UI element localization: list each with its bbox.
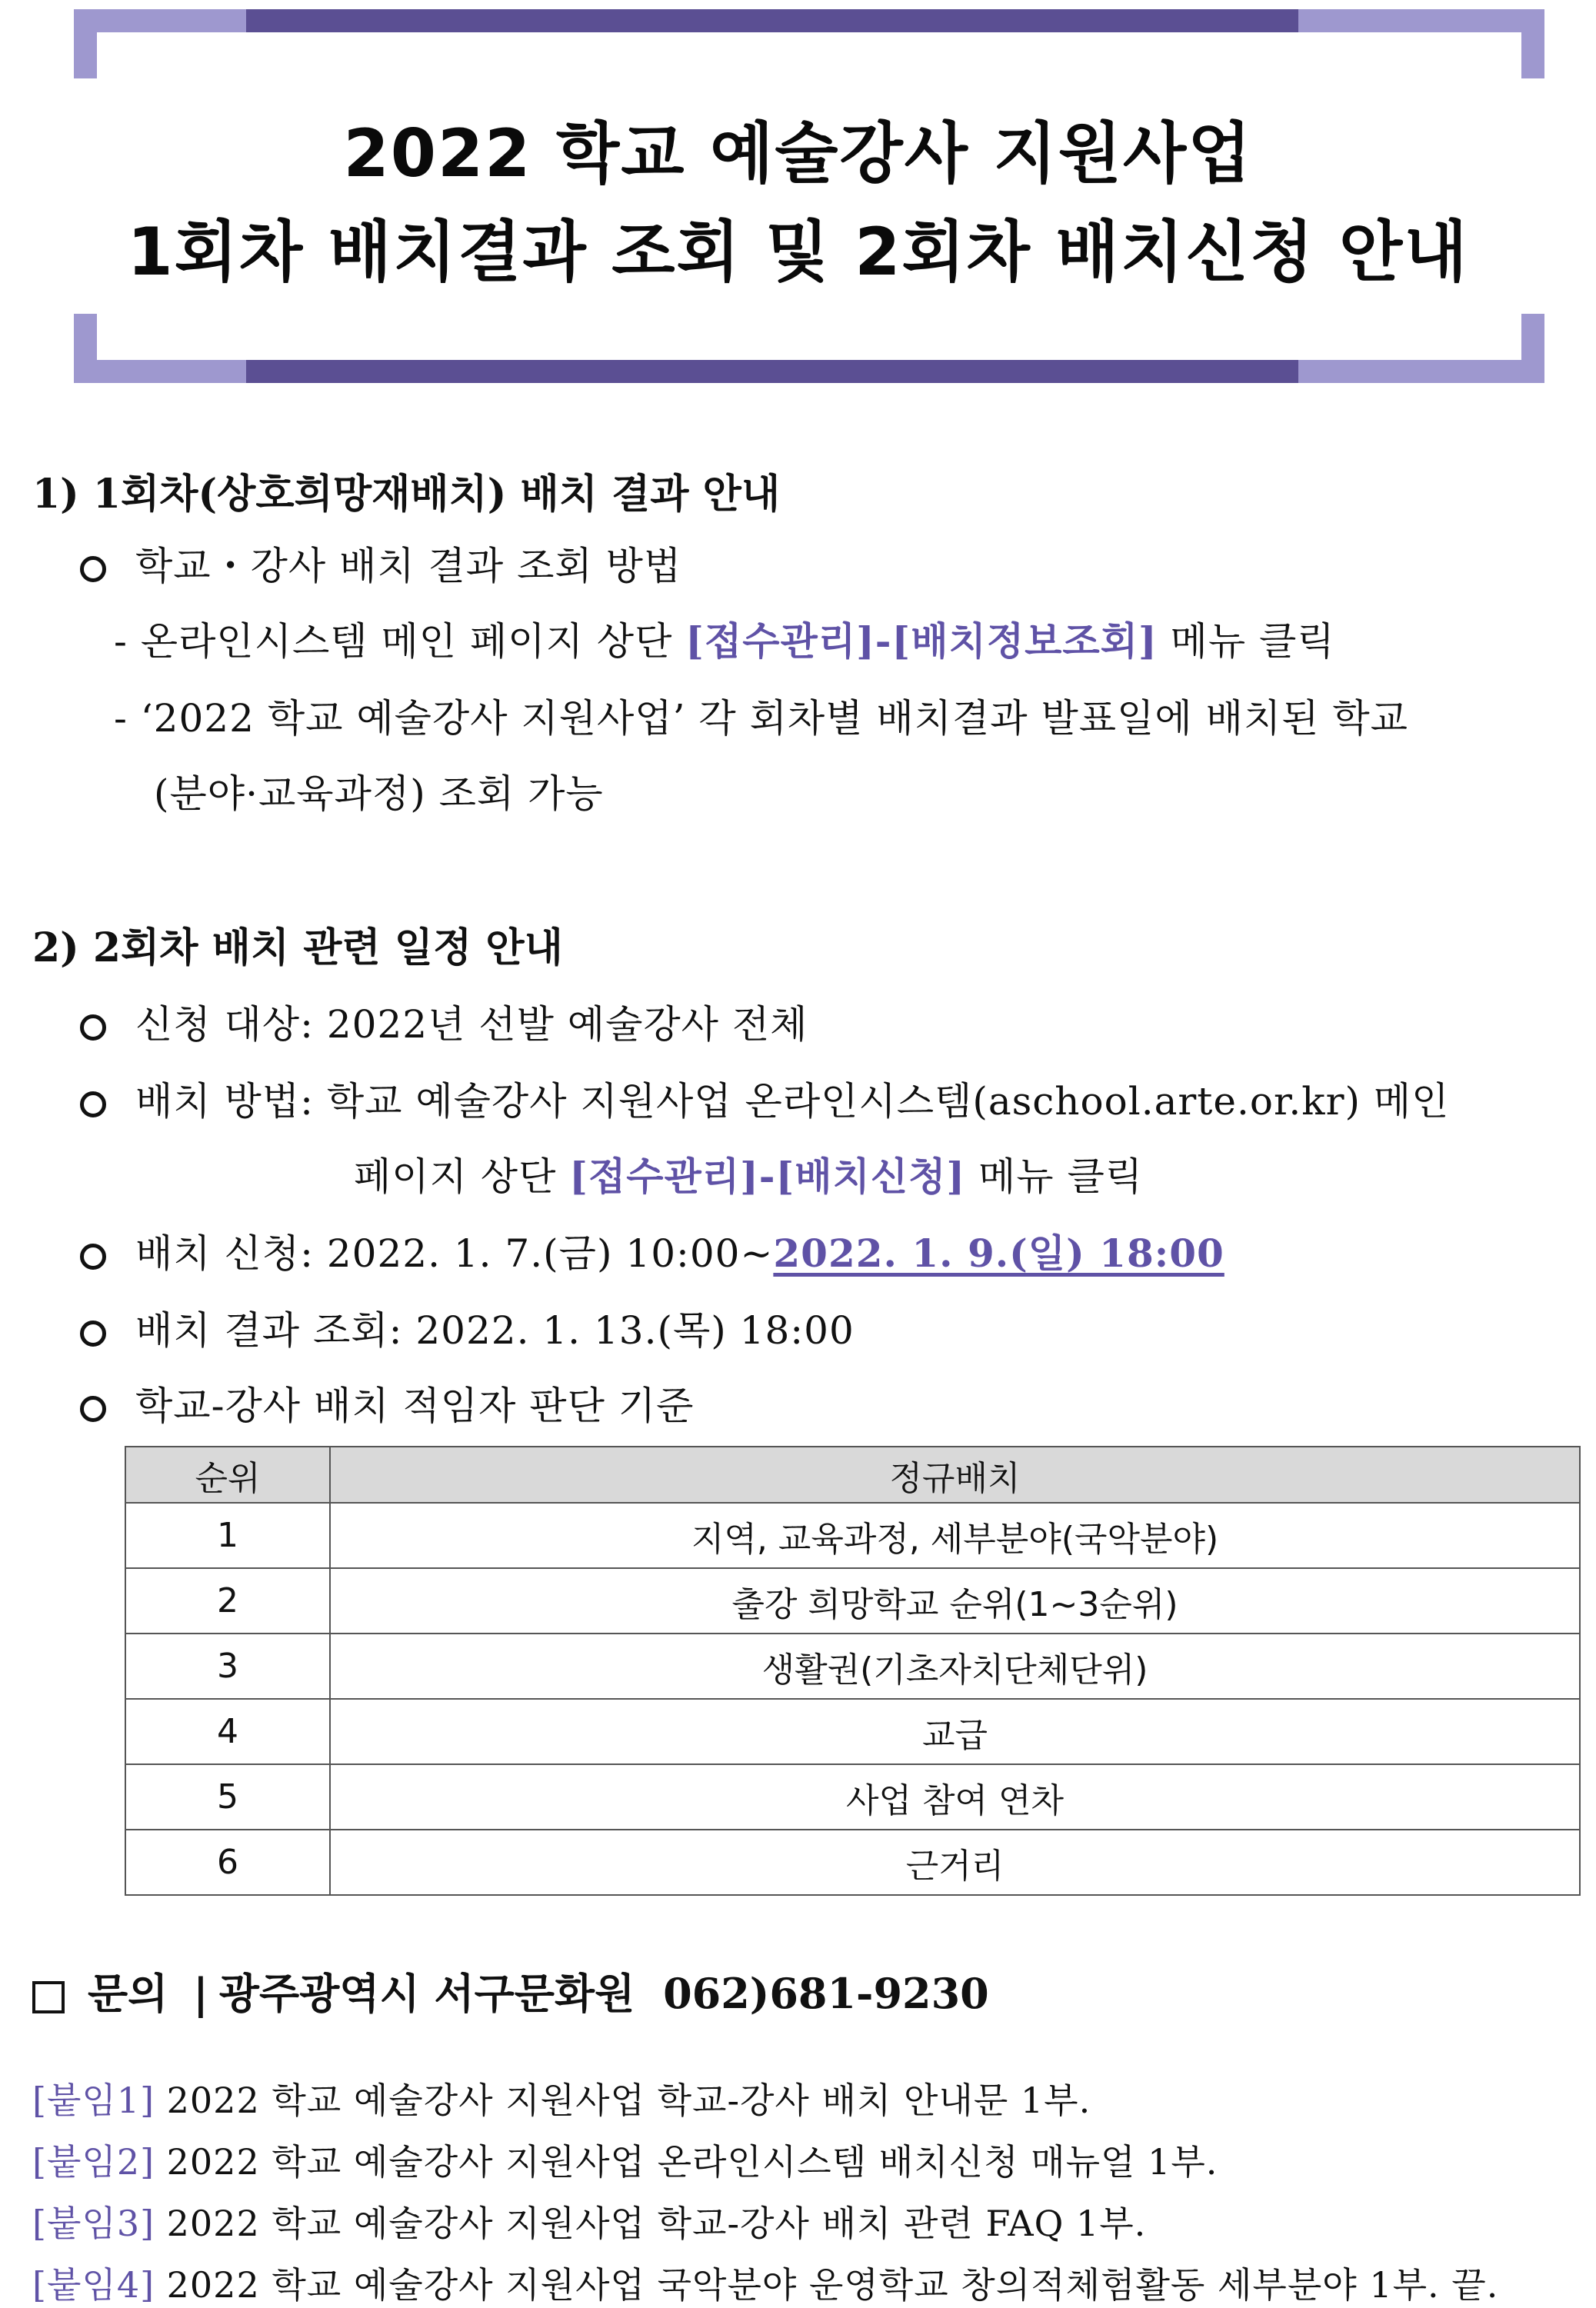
attachment-3: [붙임3] 2022 학교 예술강사 지원사업 학교-강사 배치 관련 FAQ 1부. — [32, 2203, 1147, 2244]
criteria-cell: 근거리 — [330, 1830, 1580, 1895]
title-line-1: 2022 학교 예술강사 지원사업 — [343, 115, 1253, 192]
rank-cell: 4 — [125, 1699, 330, 1764]
section2-heading: 2) 2회차 배치 관련 일정 안내 — [32, 924, 563, 971]
menu-path-placement-apply: [접수관리]-[배치신청] — [569, 1154, 966, 1199]
contact-line: 문의 | 광주광역시 서구문화원 062)681-9230 — [32, 1961, 989, 2020]
section2-method-cont: 페이지 상단 [접수관리]-[배치신청] 메뉴 클릭 — [354, 1154, 1144, 1199]
apply-deadline: 2022. 1. 9.(일) 18:00 — [773, 1231, 1224, 1276]
criteria-cell: 생활권(기초자치단체단위) — [330, 1634, 1580, 1699]
section2-criteria: 학교-강사 배치 적임자 판단 기준 — [80, 1375, 694, 1430]
circle-bullet-icon — [80, 1396, 106, 1422]
table-header-row — [125, 1447, 1580, 1503]
circle-bullet-icon — [80, 1091, 106, 1117]
checkbox-square-icon — [32, 1981, 65, 2013]
frame-top-right — [1521, 9, 1544, 78]
attachment-2: [붙임2] 2022 학교 예술강사 지원사업 온라인시스템 배치신청 매뉴얼 1부. — [32, 2141, 1218, 2183]
table-row — [125, 1699, 1580, 1764]
section1-dash2: - ‘2022 학교 예술강사 지원사업’ 각 회차별 배치결과 발표일에 배치된 학교 — [114, 696, 1408, 741]
criteria-cell: 지역, 교육과정, 세부분야(국악분야) — [330, 1503, 1580, 1568]
circle-bullet-icon — [80, 1321, 106, 1347]
section1-heading: 1) 1회차(상호희망재배치) 배치 결과 안내 — [32, 471, 781, 518]
column-header-regular: 정규배치 — [330, 1447, 1580, 1503]
title-line-2: 1회차 배치결과 조회 및 2회차 배치신청 안내 — [127, 214, 1469, 291]
table-row — [125, 1503, 1580, 1568]
frame-bottom-left — [74, 314, 97, 383]
circle-bullet-icon — [80, 1244, 106, 1270]
criteria-cell: 교급 — [330, 1699, 1580, 1764]
section1-bullet: 학교・강사 배치 결과 조회 방법 — [80, 535, 681, 591]
section2-result-date: 배치 결과 조회: 2022. 1. 13.(목) 18:00 — [80, 1300, 855, 1355]
criteria-cell: 출강 희망학교 순위(1~3순위) — [330, 1568, 1580, 1634]
section2-method: 배치 방법: 학교 예술강사 지원사업 온라인시스템(aschool.arte.or.kr) 메인 — [80, 1071, 1449, 1126]
rank-cell: 6 — [125, 1830, 330, 1895]
attachment-1: [붙임1] 2022 학교 예술강사 지원사업 학교-강사 배치 안내문 1부. — [32, 2080, 1091, 2121]
attachment-4: [붙임4] 2022 학교 예술강사 지원사업 국악분야 운영학교 창의적체험활동 세부분야 1부. 끝. — [32, 2264, 1499, 2306]
criteria-cell: 사업 참여 연차 — [330, 1764, 1580, 1830]
menu-path-placement-info: [접수관리]-[배치정보조회] — [685, 618, 1158, 664]
frame-top-left — [74, 9, 97, 78]
table-row — [125, 1830, 1580, 1895]
rank-cell: 1 — [125, 1503, 330, 1568]
circle-bullet-icon — [80, 1014, 106, 1041]
rank-cell: 5 — [125, 1764, 330, 1830]
frame-bottom-right — [1521, 314, 1544, 383]
table-row — [125, 1764, 1580, 1830]
rank-cell: 3 — [125, 1634, 330, 1699]
section1-dash2-cont: (분야·교육과정) 조회 가능 — [154, 771, 604, 816]
section1-dash1: - 온라인시스템 메인 페이지 상단 [접수관리]-[배치정보조회] 메뉴 클릭 — [114, 618, 1335, 664]
section2-target: 신청 대상: 2022년 선발 예술강사 전체 — [80, 994, 808, 1049]
rank-cell: 2 — [125, 1568, 330, 1634]
section2-apply-period: 배치 신청: 2022. 1. 7.(금) 10:00~2022. 1. 9.(일) 18:00 — [80, 1223, 1224, 1278]
separator: | — [193, 1969, 208, 2018]
frame-bottom-bar-center — [246, 360, 1298, 383]
table-row — [125, 1568, 1580, 1634]
frame-top-bar-center — [246, 9, 1298, 32]
placement-criteria-table — [125, 1446, 1581, 1896]
circle-bullet-icon — [80, 556, 106, 582]
contact-phone: 062)681-9230 — [663, 1969, 989, 2018]
column-header-rank: 순위 — [125, 1447, 330, 1503]
table-row — [125, 1634, 1580, 1699]
